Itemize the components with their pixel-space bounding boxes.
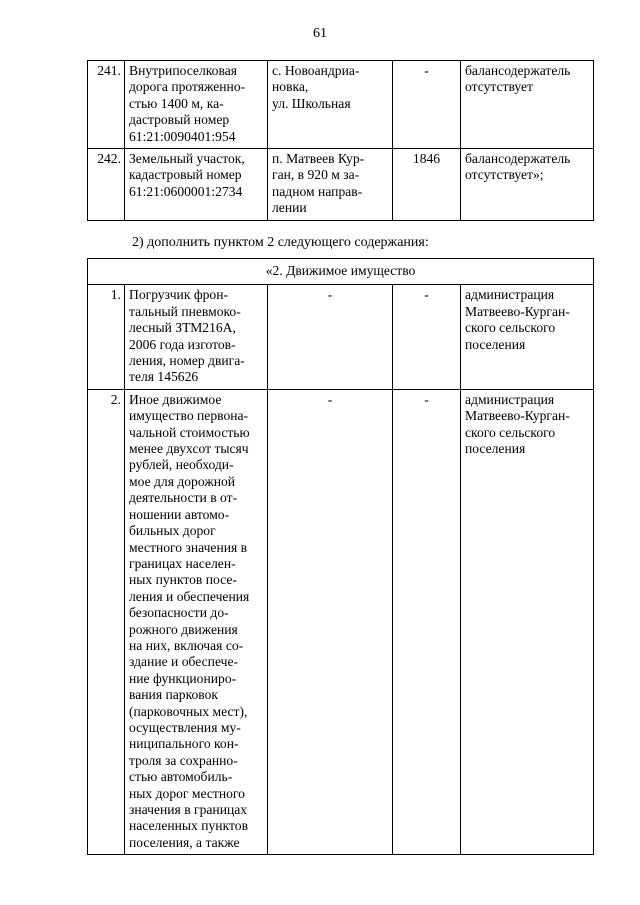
table-row [88,285,594,389]
property-name: Земельный участок, кадастровый номер 61:21:0600001:2734 [125,149,268,221]
row-number: 1. [88,285,125,389]
property-holder: администрация Матвеево-Курган- ского сельского поселения [461,285,594,389]
section-title: «2. Движимое имущество [88,259,594,285]
property-value: 1846 [393,149,461,221]
property-value: - [393,389,461,854]
property-value: - [393,285,461,389]
row-number: 241. [88,61,125,149]
property-table-immovable [87,60,594,221]
table-row [88,149,594,221]
table-row [88,61,594,149]
page-number: 61 [313,26,327,41]
property-name: Иное движимое имущество первона- чальной стоимостью менее двухсот тысяч рублей, необходи- мое для дорожной деятельности в от- ношении автомо- бильных дорог местного значения в границах населен- ных пунктов посе- ления и обеспечения безопасности до- рожного движения на них, включая со- здание и обеспече- ние функциониро- вания парковок (парковочных мест), осуществления му- ниципального кон- троля за сохранно- стью автомобиль- ных дорог местного значения в границах населенных пунктов поселения, а также [125,389,268,854]
row-number: 242. [88,149,125,221]
property-holder: администрация Матвеево-Курган- ского сельского поселения [461,389,594,854]
row-number: 2. [88,389,125,854]
property-location: п. Матвеев Кур- ган, в 920 м за- падном направ- лении [268,149,393,221]
property-holder: балансодержатель отсутствует [461,61,594,149]
table-row [88,389,594,854]
section-header-row [88,259,594,285]
property-name: Внутрипоселковая дорога протяженно- стью 1400 м, ка- дастровый номер 61:21:0090401:954 [125,61,268,149]
property-value: - [393,61,461,149]
property-location: - [268,389,393,854]
property-holder: балансодержатель отсутствует»; [461,149,594,221]
property-location: - [268,285,393,389]
property-location: с. Новоандриа- новка, ул. Школьная [268,61,393,149]
property-name: Погрузчик фрон- тальный пневмоко- лесный ЗТМ216А, 2006 года изготов- ления, номер двига- теля 145626 [125,285,268,389]
instruction-text: 2) дополнить пунктом 2 следующего содержания: [132,235,429,250]
property-table-movable [87,258,594,855]
